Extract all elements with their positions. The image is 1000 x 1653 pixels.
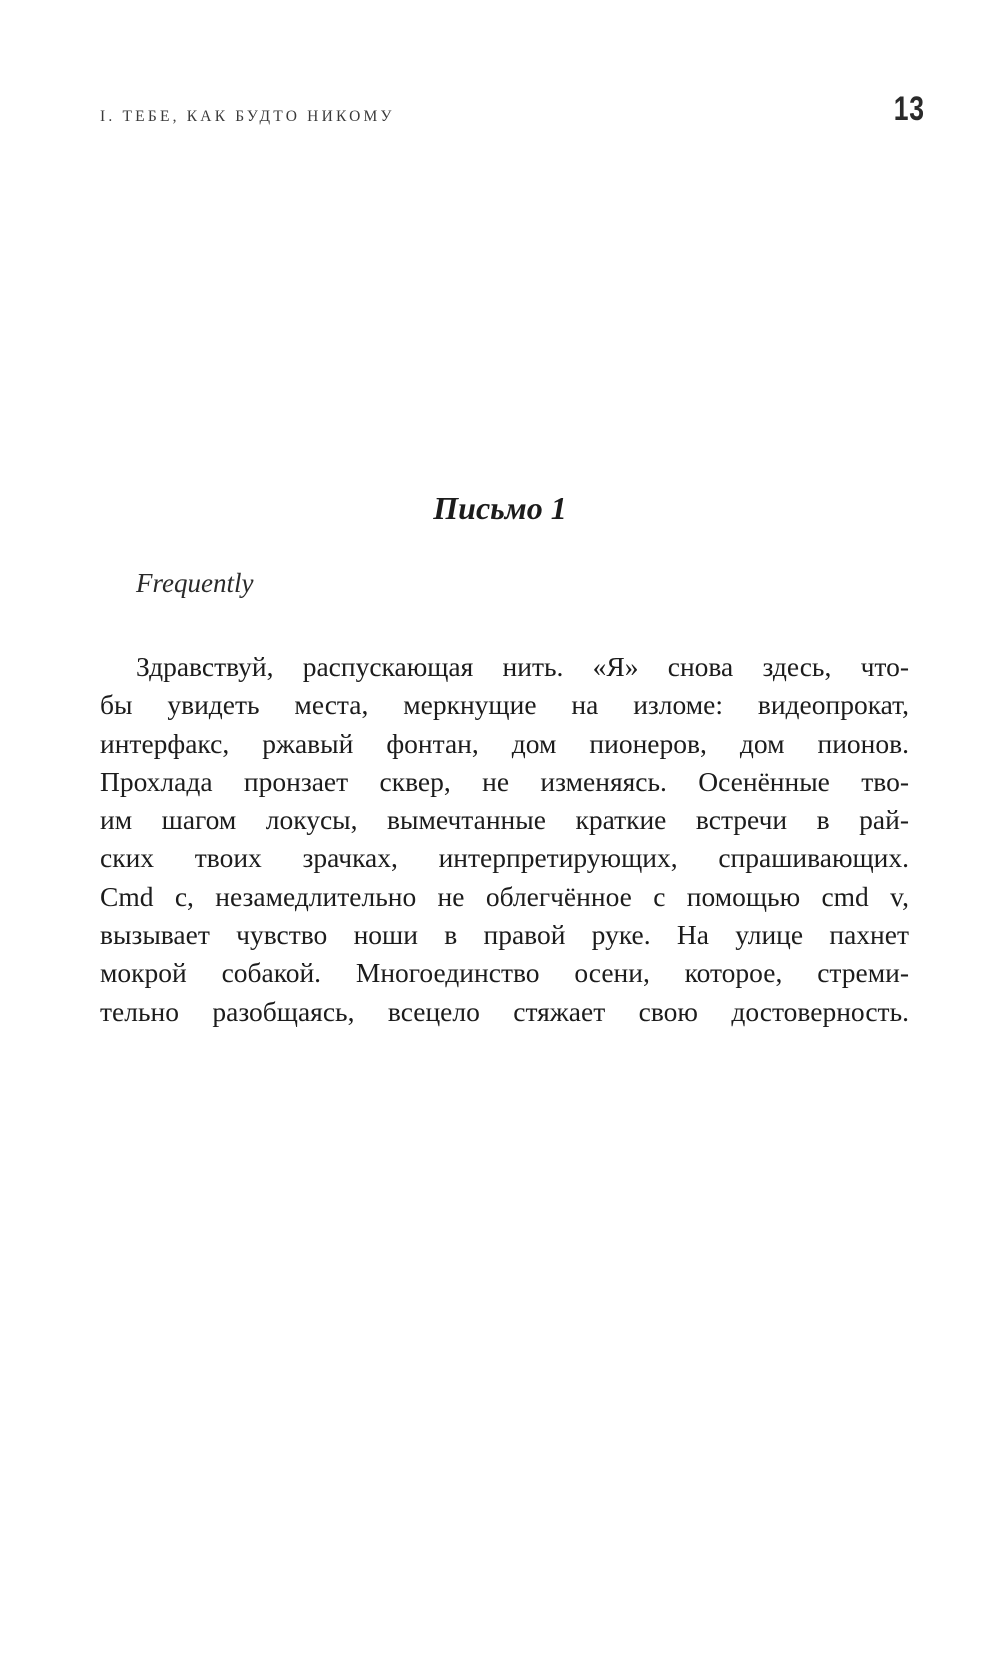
text-line: Здравствуй, распускающая нить. «Я» снова здесь, что- bbox=[136, 651, 909, 682]
text-line: тельно разобщаясь, всецело стяжает свою достоверность. bbox=[100, 995, 909, 1027]
text-line: вызывает чувство ноши в правой руке. На улице пахнет bbox=[100, 919, 909, 951]
letter-title: Письмо 1 bbox=[433, 490, 567, 526]
text-line: бы увидеть места, меркнущие на изломе: видеопрокат, bbox=[100, 689, 909, 721]
epigraph: Frequently bbox=[136, 568, 254, 598]
text-line: мокрой собакой. Многоединство осени, которое, стреми- bbox=[100, 957, 909, 989]
page-number: 13 bbox=[893, 90, 925, 128]
text-line: им шагом локусы, вымечтанные краткие встречи в рай- bbox=[100, 804, 909, 836]
text-line: Прохлада пронзает сквер, не изменяясь. Осенённые тво- bbox=[100, 765, 909, 797]
text-line: ских твоих зрачках, интерпретирующих, спрашивающих. bbox=[100, 842, 909, 874]
text-line: интерфакс, ржавый фонтан, дом пионеров, дом пионов. bbox=[100, 727, 909, 759]
letter-body bbox=[100, 648, 909, 1031]
running-head: I. ТЕБЕ, КАК БУДТО НИКОМУ bbox=[100, 108, 395, 125]
text-line: Cmd c, незамедлительно не облегчённое с помощью cmd v, bbox=[100, 880, 909, 912]
